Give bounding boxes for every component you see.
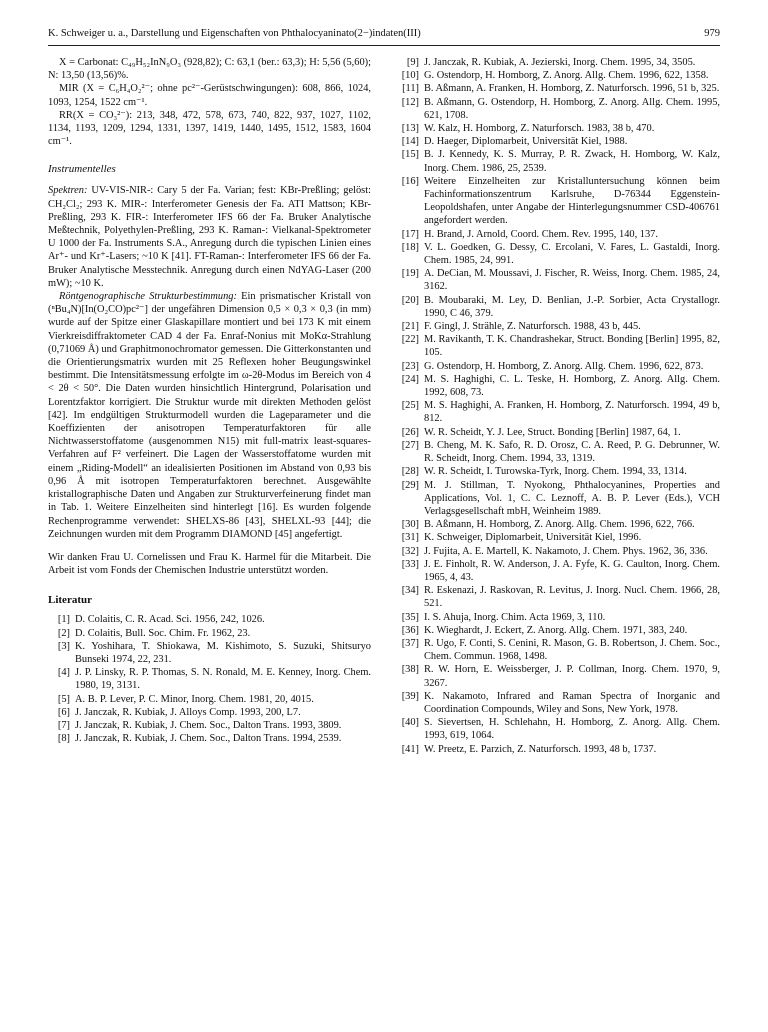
reference-text: K. Schweiger, Diplomarbeit, Universität Kiel, 1996. [424, 532, 642, 544]
reference-number: [40] [401, 717, 419, 729]
running-head-title: K. Schweiger u. a., Darstellung und Eigenschaften von Phthalocyaninato(2−)indaten(III) [48, 28, 421, 39]
reference-text: B. Aßmann, H. Homborg, Z. Anorg. Allg. Chem. 1996, 622, 766. [424, 519, 695, 531]
reference-number: [25] [401, 400, 419, 412]
reference-number: [20] [401, 294, 419, 306]
reference-number: [35] [401, 611, 419, 623]
spektren-lead: Spektren: [48, 185, 88, 197]
roentgen-text: Ein prismatischer Kristall von (ⁿBu₄N)[In(O₂CO)pc²⁻] der ungefähren Dimension 0,5 × 0,3 × 0,3 (in mm) wurde auf der Spitze einer Glaskapillare montiert und bei 173 K mit einem Vierkreisdiffraktometer CAD 4 der Fa. Enraf-Nonius mit MoKα-Strahlung (0,71069 Å) und Graphitmonochromator gemessen. Die Gitterkonstanten und die Orientierungsmatrix wurden mit 25 Reflexen hoher Beugungswinkel bestimmt. Die Intensitätsmessung erfolgte im ω-2θ-Modus im Bereich von 4 < 2θ < 50°. Die Daten wurden hinsichtlich Hintergrund, Polarisation und Lorentzfaktor korrigiert. Die Struktur wurde mit direkten Methoden gelöst [42]. Im endgültigen Strukturmodell wurden die Lageparameter und die Koeffizienten der anisotropen Temperaturfaktoren für alle Nichtwasserstoffatome (ausgenommen N15) mit full-matrix least-squares-Verfahren auf F² verfeinert. Die Lagen der Wasserstoffatome wurden mit einem „Riding-Modell“ an idealisierten Positionen im Abstand von 0,93 bis 0,96 Å mit isotropen Temperaturfaktoren berechnet. Ausgewählte kristallographische Daten und Angaben zur Strukturverfeinerung findet man in Tab. 1. Weitere Einzelheiten sind hinterlegt [16]. Es wurden folgende Rechenprogramme verwendet: SHELXS-86 [43], SHELXL-93 [44]; die Zeichnungen wurden mit dem Programm DIAMOND [45] angefertigt. [48, 291, 371, 540]
reference-text: J. Janczak, R. Kubiak, J. Chem. Soc., Dalton Trans. 1994, 2539. [75, 733, 342, 745]
reference-number: [12] [401, 96, 419, 108]
spektren-text: UV-VIS-NIR-: Cary 5 der Fa. Varian; fest: KBr-Preßling; gelöst: CH₂Cl₂; 293 K. MIR-: Interferometer Genesis der Fa. ATI Mattson; KBr-Preßling, 293 K. FIR-: Interferometer IFS 66 der Fa. Bruker Analytische Meßtechnik, Polyethylen-Preßling, 293 K. Raman-: Vielkanal-Spektrometer U 1000 der Fa. Instruments S.A., Anregung durch die typischen Linien eines Ar⁺- und Kr⁺-Lasers; ~10 K [41]. FT-Raman-: Interferometer IFS 66 der Fa. Bruker Analytische Messtechnik. Anregung durch einen NdYAG-Laser (200 mW); ~10 K. [48, 185, 371, 289]
reference-number: [19] [401, 268, 419, 280]
reference-number: [6] [57, 706, 70, 718]
reference-text: W. R. Scheidt, Y. J. Lee, Struct. Bonding [Berlin] 1987, 64, 1. [424, 426, 681, 438]
reference-number: [17] [401, 228, 419, 240]
reference-list-left [48, 613, 371, 745]
reference-item [397, 69, 720, 82]
reference-number: [18] [401, 241, 419, 253]
reference-text: D. Haeger, Diplomarbeit, Universität Kiel, 1988. [424, 136, 628, 148]
reference-text: Weitere Einzelheiten zur Kristalluntersuchung können beim Fachinformationszentrum Karlsruhe, D-76344 Eggenstein-Leopoldshafen, unter Angabe der Hinterlegungsnummer CSD-406761 angefordert werden. [424, 175, 720, 227]
section-heading-instrumentelles: Instrumentelles [48, 163, 116, 176]
reference-text: F. Gingl, J. Strähle, Z. Naturforsch. 1988, 43 b, 445. [424, 321, 641, 333]
reference-number: [34] [401, 585, 419, 597]
reference-list-right [397, 56, 720, 756]
reference-item [397, 373, 720, 399]
reference-text: A. B. P. Lever, P. C. Minor, Inorg. Chem. 1981, 20, 4015. [75, 693, 314, 705]
reference-text: J. Janczak, R. Kubiak, J. Alloys Comp. 1993, 200, L7. [75, 706, 301, 718]
reference-number: [23] [401, 360, 419, 372]
reference-text: S. Sievertsen, H. Schlehahn, H. Homborg, Z. Anorg. Allg. Chem. 1993, 619, 1064. [424, 717, 720, 742]
reference-number: [24] [401, 373, 419, 385]
reference-item [397, 228, 720, 241]
reference-number: [21] [401, 321, 419, 333]
reference-number: [15] [401, 149, 419, 161]
reference-item [397, 743, 720, 756]
reference-number: [11] [402, 83, 419, 95]
reference-number: [1] [57, 614, 70, 626]
reference-number: [29] [401, 479, 419, 491]
reference-item [397, 611, 720, 624]
reference-number: [37] [401, 637, 419, 649]
reference-item [397, 690, 720, 716]
reference-item [397, 479, 720, 519]
reference-item [397, 241, 720, 267]
page-number: 979 [704, 28, 720, 39]
reference-item [48, 640, 371, 666]
elemental-analysis: X = Carbonat: C₄₉H₅₂InN₉O₃ (928,82); C: 63,1 (ber.: 63,3); H: 5,56 (5,60); N: 13,50 (13,56)%. [48, 57, 371, 82]
reference-text: W. Preetz, E. Parzich, Z. Naturforsch. 1993, 48 b, 1737. [424, 743, 657, 755]
reference-text: A. DeCian, M. Moussavi, J. Fischer, R. Weiss, Inorg. Chem. 1985, 24, 3162. [424, 268, 720, 293]
mir-data: MIR (X = C₆H₄O₂²⁻; ohne pc²⁻-Gerüstschwingungen): 608, 866, 1024, 1093, 1254, 1522 cm⁻¹. [48, 83, 371, 108]
reference-text: J. Janczak, R. Kubiak, A. Jezierski, Inorg. Chem. 1995, 34, 3505. [424, 57, 696, 68]
reference-item [397, 333, 720, 359]
reference-number: [32] [401, 545, 419, 557]
reference-number: [5] [57, 693, 70, 705]
left-column [48, 56, 371, 745]
reference-item [397, 663, 720, 689]
reference-item [397, 175, 720, 228]
rr-data: RR(X = CO₃²⁻): 213, 348, 472, 578, 673, 740, 822, 937, 1027, 1102, 1134, 1193, 1209, 1294, 1331, 1397, 1419, 1440, 1495, 1512, 1583, 1604 cm⁻¹. [48, 109, 371, 148]
reference-number: [39] [401, 690, 419, 702]
reference-text: J. P. Linsky, R. P. Thomas, S. N. Ronald, M. E. Kenney, Inorg. Chem. 1980, 19, 3131. [75, 667, 371, 692]
reference-item [397, 56, 720, 69]
reference-text: W. R. Scheidt, I. Turowska-Tyrk, Inorg. Chem. 1994, 33, 1314. [424, 466, 687, 478]
reference-text: B. Cheng, M. K. Safo, R. D. Orosz, C. A. Reed, P. G. Debrunner, W. R. Scheidt, Inorg. Chem. 1994, 33, 1319. [424, 439, 720, 465]
reference-text: B. J. Kennedy, K. S. Murray, P. R. Zwack, H. Homborg, W. Kalz, Inorg. Chem. 1986, 25, 2539. [424, 149, 720, 174]
reference-item [48, 732, 371, 745]
reference-text: G. Ostendorp, H. Homborg, Z. Anorg. Allg. Chem. 1996, 622, 873. [424, 360, 704, 372]
reference-number: [26] [401, 426, 419, 438]
reference-text: W. Kalz, H. Homborg, Z. Naturforsch. 1983, 38 b, 470. [424, 123, 655, 135]
reference-number: [30] [401, 519, 419, 531]
reference-number: [41] [401, 743, 419, 755]
reference-item [397, 465, 720, 478]
reference-item [397, 122, 720, 135]
reference-item [397, 96, 720, 122]
reference-number: [31] [401, 532, 419, 544]
reference-item [397, 267, 720, 293]
reference-text: D. Colaitis, Bull. Soc. Chim. Fr. 1962, 23. [75, 627, 251, 639]
reference-item [48, 693, 371, 706]
reference-item [397, 320, 720, 333]
roentgen-paragraph [48, 290, 371, 541]
reference-text: M. S. Haghighi, C. L. Teske, H. Homborg, Z. Anorg. Allg. Chem. 1992, 608, 73. [424, 373, 720, 399]
reference-number: [13] [401, 123, 419, 135]
reference-text: J. E. Finholt, R. W. Anderson, J. A. Fyfe, K. G. Caulton, Inorg. Chem. 1965, 4, 43. [424, 558, 720, 583]
reference-number: [8] [57, 733, 70, 745]
reference-item [397, 637, 720, 663]
right-column [397, 56, 720, 756]
reference-text: K. Yoshihara, T. Shiokawa, M. Kishimoto, S. Suzuki, Shitsuryo Bunseki 1974, 22, 231. [75, 640, 371, 665]
reference-number: [9] [406, 57, 419, 68]
reference-number: [16] [401, 175, 419, 187]
reference-item [397, 148, 720, 174]
reference-number: [3] [57, 640, 70, 652]
reference-item [397, 531, 720, 544]
reference-text: V. L. Goedken, G. Dessy, C. Ercolani, V. Fares, L. Gastaldi, Inorg. Chem. 1985, 24, 991. [424, 241, 720, 267]
reference-item [397, 716, 720, 742]
reference-item [397, 624, 720, 637]
reference-text: K. Nakamoto, Infrared and Raman Spectra of Inorganic and Coordination Compounds, Wiley and Sons, New York, 1978. [424, 690, 720, 715]
reference-text: B. Aßmann, A. Franken, H. Homborg, Z. Naturforsch. 1996, 51 b, 325. [424, 83, 720, 95]
reference-number: [38] [401, 664, 419, 676]
reference-text: B. Aßmann, G. Ostendorp, H. Homborg, Z. Anorg. Allg. Chem. 1995, 621, 1708. [424, 96, 720, 121]
reference-item [397, 584, 720, 610]
reference-text: J. Fujita, A. E. Martell, K. Nakamoto, J. Chem. Phys. 1962, 36, 336. [424, 545, 708, 557]
running-head [48, 27, 720, 41]
header-rule [48, 45, 720, 46]
reference-number: [22] [401, 334, 419, 346]
reference-text: J. Janczak, R. Kubiak, J. Chem. Soc., Dalton Trans. 1993, 3809. [75, 719, 342, 731]
reference-number: [33] [401, 558, 419, 570]
roentgen-lead: Röntgenographische Strukturbestimmung: [59, 291, 237, 303]
reference-number: [27] [401, 439, 419, 451]
reference-text: H. Brand, J. Arnold, Coord. Chem. Rev. 1995, 140, 137. [424, 228, 658, 240]
reference-item [48, 613, 371, 626]
section-heading-literatur: Literatur [48, 594, 92, 607]
reference-item [397, 439, 720, 465]
reference-number: [36] [401, 624, 419, 636]
reference-number: [7] [57, 719, 70, 731]
reference-text: R. Ugo, F. Conti, S. Cenini, R. Mason, G. B. Robertson, J. Chem. Soc., Chem. Commun. 1968, 1498. [424, 637, 720, 663]
reference-text: M. S. Haghighi, A. Franken, H. Homborg, Z. Naturforsch. 1994, 49 b, 812. [424, 400, 720, 425]
spektren-paragraph [48, 184, 371, 290]
reference-item [48, 666, 371, 692]
reference-item [397, 545, 720, 558]
reference-text: M. J. Stillman, T. Nyokong, Phthalocyanines, Properties and Applications, Vol. 1, C. C. Leznoff, A. B. P. Lever (Eds.), VCH Verlagsgesellschaft mbH, Weinheim 1989. [424, 479, 720, 517]
reference-item [397, 360, 720, 373]
reference-number: [4] [57, 667, 70, 679]
reference-item [397, 518, 720, 531]
reference-text: M. Ravikanth, T. K. Chandrashekar, Struct. Bonding [Berlin] 1995, 82, 105. [424, 334, 720, 359]
reference-item [48, 706, 371, 719]
reference-item [397, 82, 720, 95]
reference-item [397, 294, 720, 320]
reference-text: I. S. Ahuja, Inorg. Chim. Acta 1969, 3, 110. [424, 611, 606, 623]
reference-item [397, 399, 720, 425]
reference-text: R. W. Horn, E. Weissberger, J. P. Collman, Inorg. Chem. 1970, 9, 3267. [424, 664, 720, 689]
reference-text: B. Moubaraki, M. Ley, D. Benlian, J.-P. Sorbier, Acta Crystallogr. 1990, C 46, 379. [424, 294, 720, 319]
reference-item [397, 558, 720, 584]
reference-text: G. Ostendorp, H. Homborg, Z. Anorg. Allg. Chem. 1996, 622, 1358. [424, 70, 709, 82]
reference-text: K. Wieghardt, J. Eckert, Z. Anorg. Allg. Chem. 1971, 383, 240. [424, 624, 688, 636]
reference-number: [10] [401, 70, 419, 82]
acknowledgement: Wir danken Frau U. Cornelissen und Frau K. Harmel für die Mitarbeit. Die Arbeit ist vom Fonds der Chemischen Industrie unterstützt worden. [48, 551, 371, 577]
reference-item [397, 135, 720, 148]
reference-number: [14] [401, 136, 419, 148]
reference-item [48, 719, 371, 732]
reference-number: [28] [401, 466, 419, 478]
reference-number: [2] [57, 627, 70, 639]
reference-item [48, 627, 371, 640]
reference-text: D. Colaitis, C. R. Acad. Sci. 1956, 242, 1026. [75, 614, 265, 626]
reference-text: R. Eskenazi, J. Raskovan, R. Levitus, J. Inorg. Nucl. Chem. 1966, 28, 521. [424, 585, 720, 610]
reference-item [397, 426, 720, 439]
